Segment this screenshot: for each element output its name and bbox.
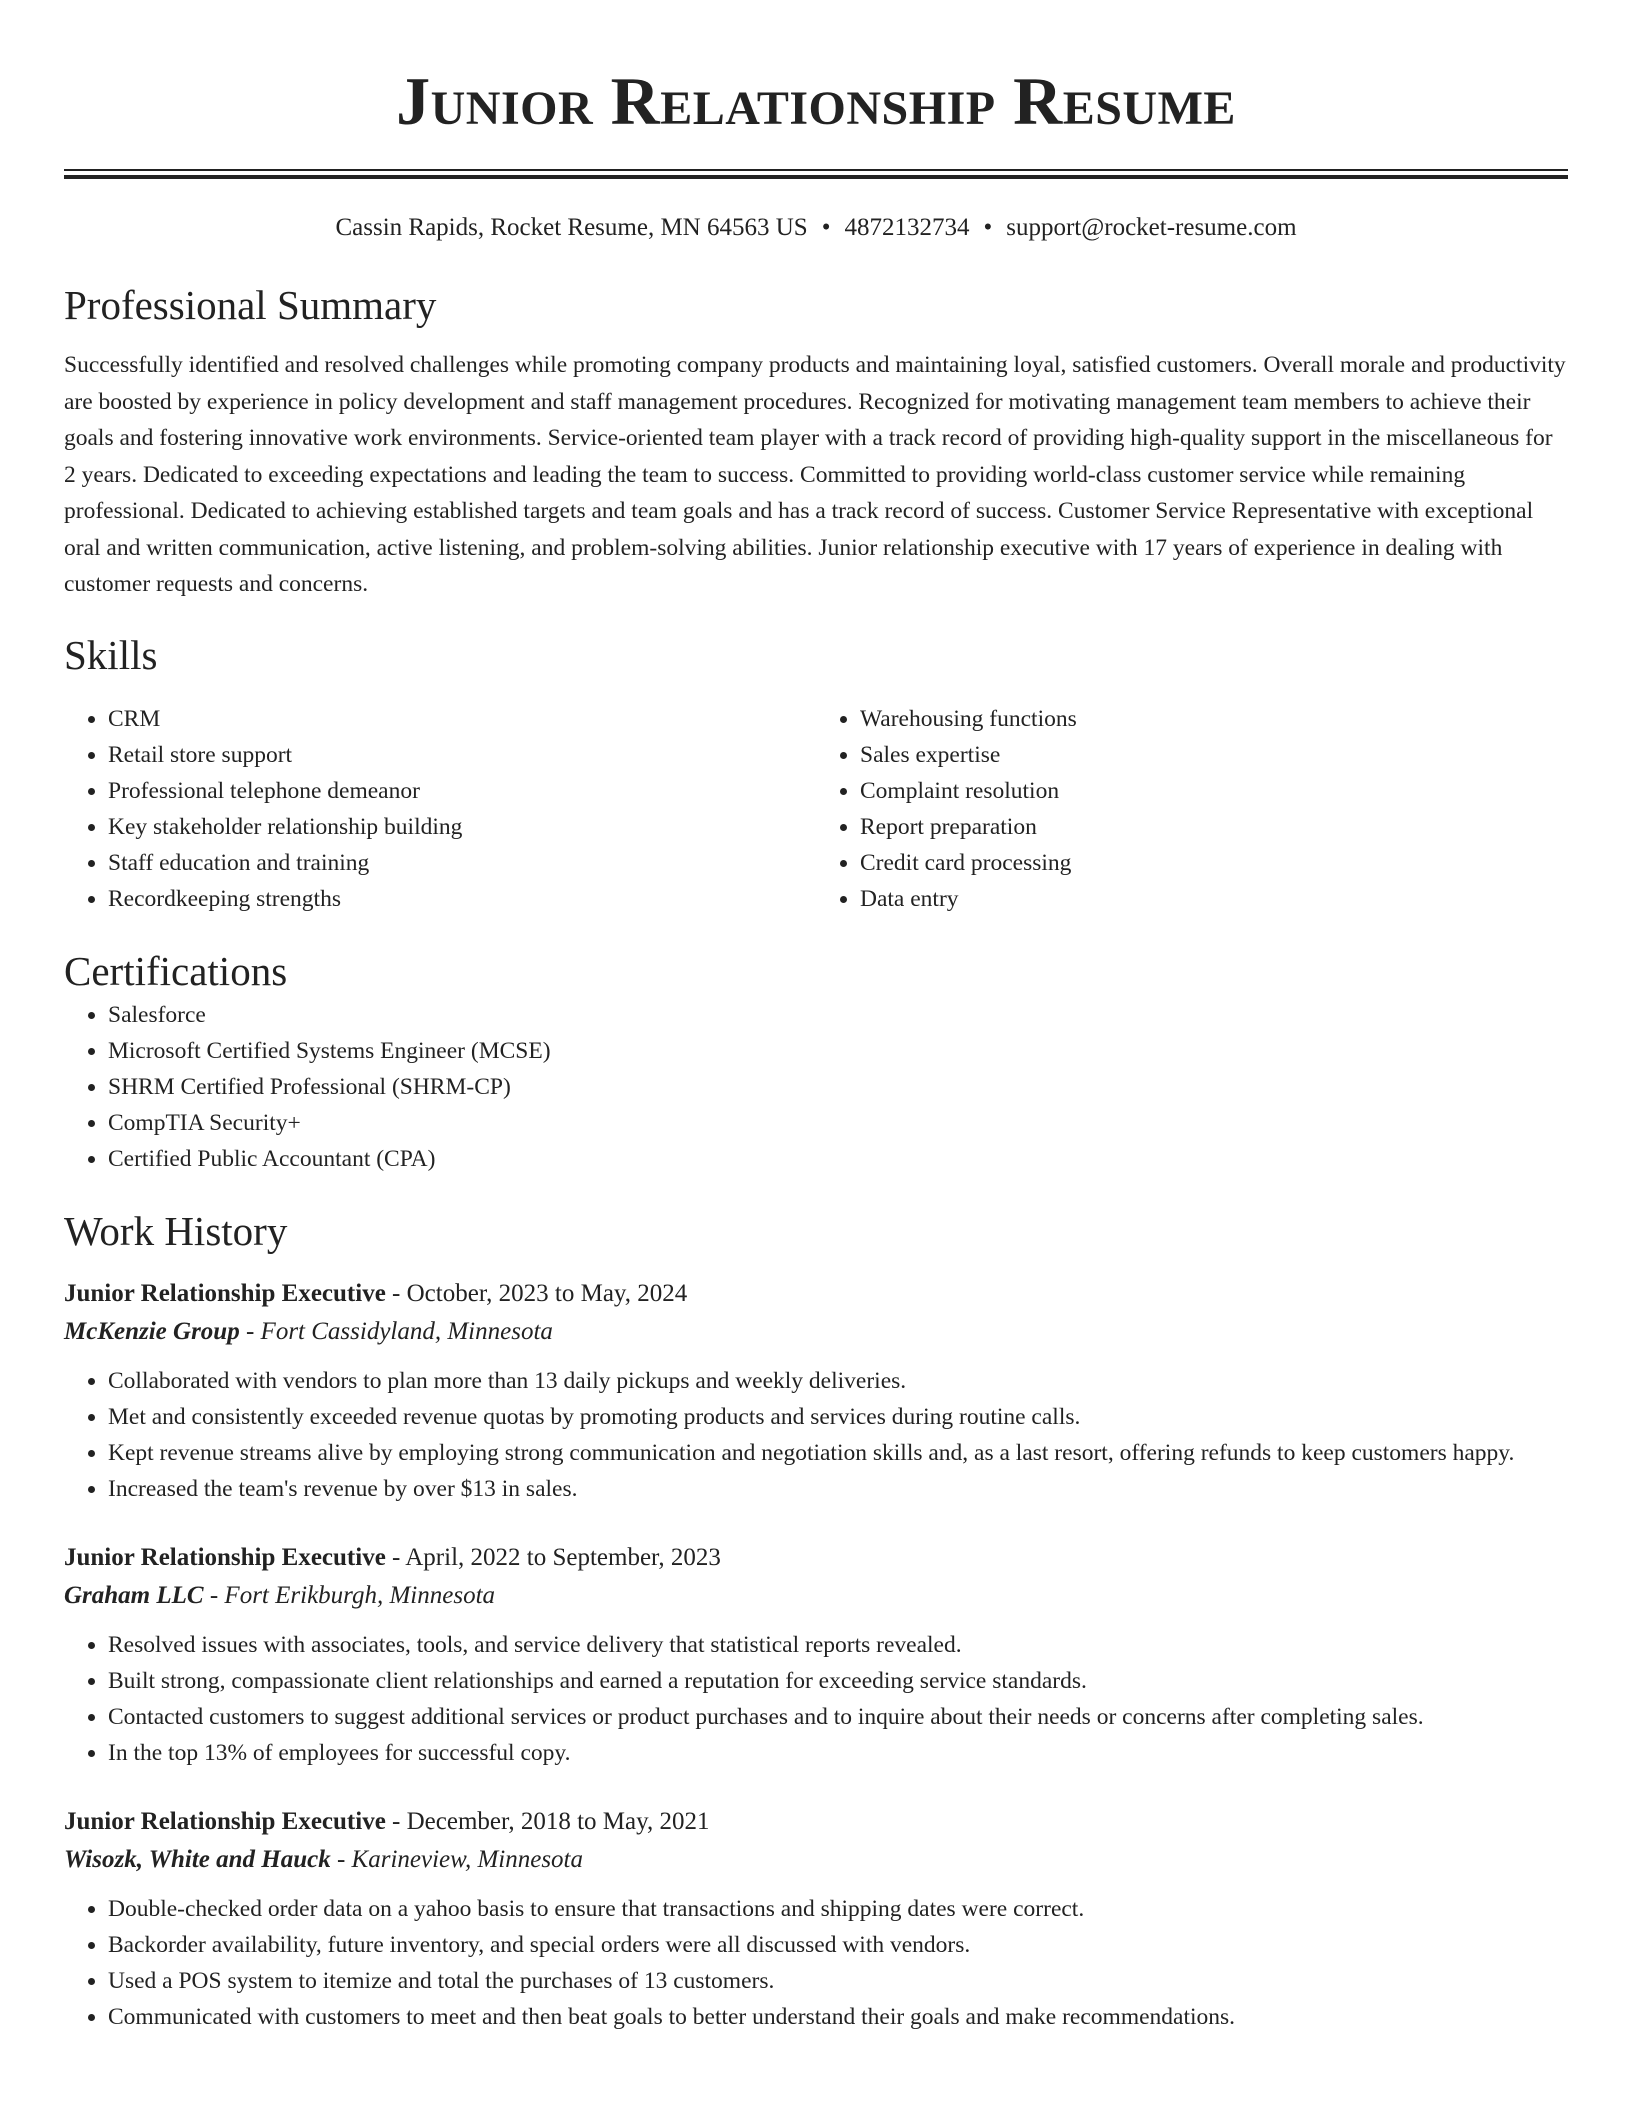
job-bullet: • Contacted customers to suggest additional services or product purchases and to inquire about their needs or concerns after completing sales. (108, 1699, 1568, 1735)
certification-item: • Salesforce (108, 997, 1568, 1033)
skill-item: • Complaint resolution (860, 773, 1568, 809)
skill-item: • Warehousing functions (860, 701, 1568, 737)
skill-item: • Retail store support (108, 737, 816, 773)
skills-left-list (64, 701, 816, 917)
skills-heading: Skills (64, 631, 158, 678)
job-bullet: • Double-checked order data on a yahoo basis to ensure that transactions and shipping dates were correct. (108, 1891, 1568, 1927)
job-bullets (64, 1891, 1568, 2035)
job-title: Junior Relationship Executive (64, 1279, 386, 1307)
job-company: McKenzie Group (64, 1317, 240, 1345)
job-company: Graham LLC (64, 1581, 204, 1609)
job-dates: - December, 2018 to May, 2021 (385, 1807, 710, 1835)
certification-item: • CompTIA Security+ (108, 1105, 1568, 1141)
job-title-line (64, 1275, 1568, 1313)
skill-item: • Data entry (860, 881, 1568, 917)
job-dates: - October, 2023 to May, 2024 (385, 1279, 688, 1307)
contact-separator: • (821, 214, 831, 241)
resume-title: Junior Relationship Resume (396, 63, 1236, 139)
contact-line (64, 211, 1568, 245)
skill-item: • Sales expertise (860, 737, 1568, 773)
job-bullet: • In the top 13% of employees for successful copy. (108, 1735, 1568, 1771)
job-dates: - April, 2022 to September, 2023 (385, 1543, 721, 1571)
job-entry (64, 1275, 1568, 1507)
job-title: Junior Relationship Executive (64, 1807, 386, 1835)
job-location: - Karineview, Minnesota (330, 1845, 584, 1873)
certification-item: • Certified Public Accountant (CPA) (108, 1141, 1568, 1177)
job-bullet: • Used a POS system to itemize and total the purchases of 13 customers. (108, 1963, 1568, 1999)
contact-phone: 4872132734 (844, 214, 970, 241)
job-bullet: • Backorder availability, future inventory, and special orders were all discussed with vendors. (108, 1927, 1568, 1963)
job-title-line (64, 1539, 1568, 1577)
contact-separator: • (983, 214, 993, 241)
certifications-list (64, 997, 1568, 1177)
skill-item: • Professional telephone demeanor (108, 773, 816, 809)
certifications-heading: Certifications (64, 947, 288, 994)
job-company-line (64, 1841, 1568, 1879)
job-entry (64, 1803, 1568, 2035)
job-bullet: • Collaborated with vendors to plan more than 13 daily pickups and weekly deliveries. (108, 1363, 1568, 1399)
skill-item: • Report preparation (860, 809, 1568, 845)
job-bullet: • Increased the team's revenue by over $13 in sales. (108, 1471, 1568, 1507)
skill-item: • Credit card processing (860, 845, 1568, 881)
skill-item: • Staff education and training (108, 845, 816, 881)
resume-page (64, 0, 1568, 2035)
job-bullet: • Built strong, compassionate client relationships and earned a reputation for exceeding service standards. (108, 1663, 1568, 1699)
job-bullets (64, 1363, 1568, 1507)
work-history-heading: Work History (64, 1207, 288, 1254)
skills-columns (64, 701, 1568, 917)
skills-right-list (816, 701, 1568, 917)
contact-email: support@rocket-resume.com (1006, 214, 1297, 241)
job-bullet: • Communicated with customers to meet and then beat goals to better understand their goals and make recommendations. (108, 1999, 1568, 2035)
contact-address: Cassin Rapids, Rocket Resume, MN 64563 US (335, 214, 808, 241)
job-location: - Fort Cassidyland, Minnesota (239, 1317, 553, 1345)
job-entry (64, 1539, 1568, 1771)
job-bullets (64, 1627, 1568, 1771)
job-title: Junior Relationship Executive (64, 1543, 386, 1571)
job-bullet: • Met and consistently exceeded revenue quotas by promoting products and services during routine calls. (108, 1399, 1568, 1435)
job-bullet: • Kept revenue streams alive by employing strong communication and negotiation skills and, as a last resort, offering refunds to keep customers happy. (108, 1435, 1568, 1471)
job-title-line (64, 1803, 1568, 1841)
summary-heading: Professional Summary (64, 282, 437, 328)
job-company-line (64, 1577, 1568, 1615)
summary-text: Successfully identified and resolved challenges while promoting company products and maintaining loyal, satisfied customers. Overall morale and productivity are boosted by experience in policy development and staff management procedures. Recognized for motivating management team members to achieve their goals and fostering innovative work environments. Service-oriented team player with a track record of providing high-quality support in the miscellaneous for 2 years. Dedicated to exceeding expectations and leading the team to success. Committed to providing world-class customer service while remaining professional. Dedicated to achieving established targets and team goals and has a track record of success. Customer Service Representative with exceptional oral and written communication, active listening, and problem-solving abilities. Junior relationship executive with 17 years of experience in dealing with customer requests and concerns. (64, 352, 1566, 597)
job-bullet: • Resolved issues with associates, tools, and service delivery that statistical reports revealed. (108, 1627, 1568, 1663)
job-company-line (64, 1313, 1568, 1351)
job-location: - Fort Erikburgh, Minnesota (203, 1581, 496, 1609)
skill-item: • Recordkeeping strengths (108, 881, 816, 917)
skill-item: • CRM (108, 701, 816, 737)
job-company: Wisozk, White and Hauck (64, 1845, 331, 1873)
certification-item: • Microsoft Certified Systems Engineer (MCSE) (108, 1033, 1568, 1069)
title-divider (64, 169, 1568, 179)
skill-item: • Key stakeholder relationship building (108, 809, 816, 845)
certification-item: • SHRM Certified Professional (SHRM-CP) (108, 1069, 1568, 1105)
